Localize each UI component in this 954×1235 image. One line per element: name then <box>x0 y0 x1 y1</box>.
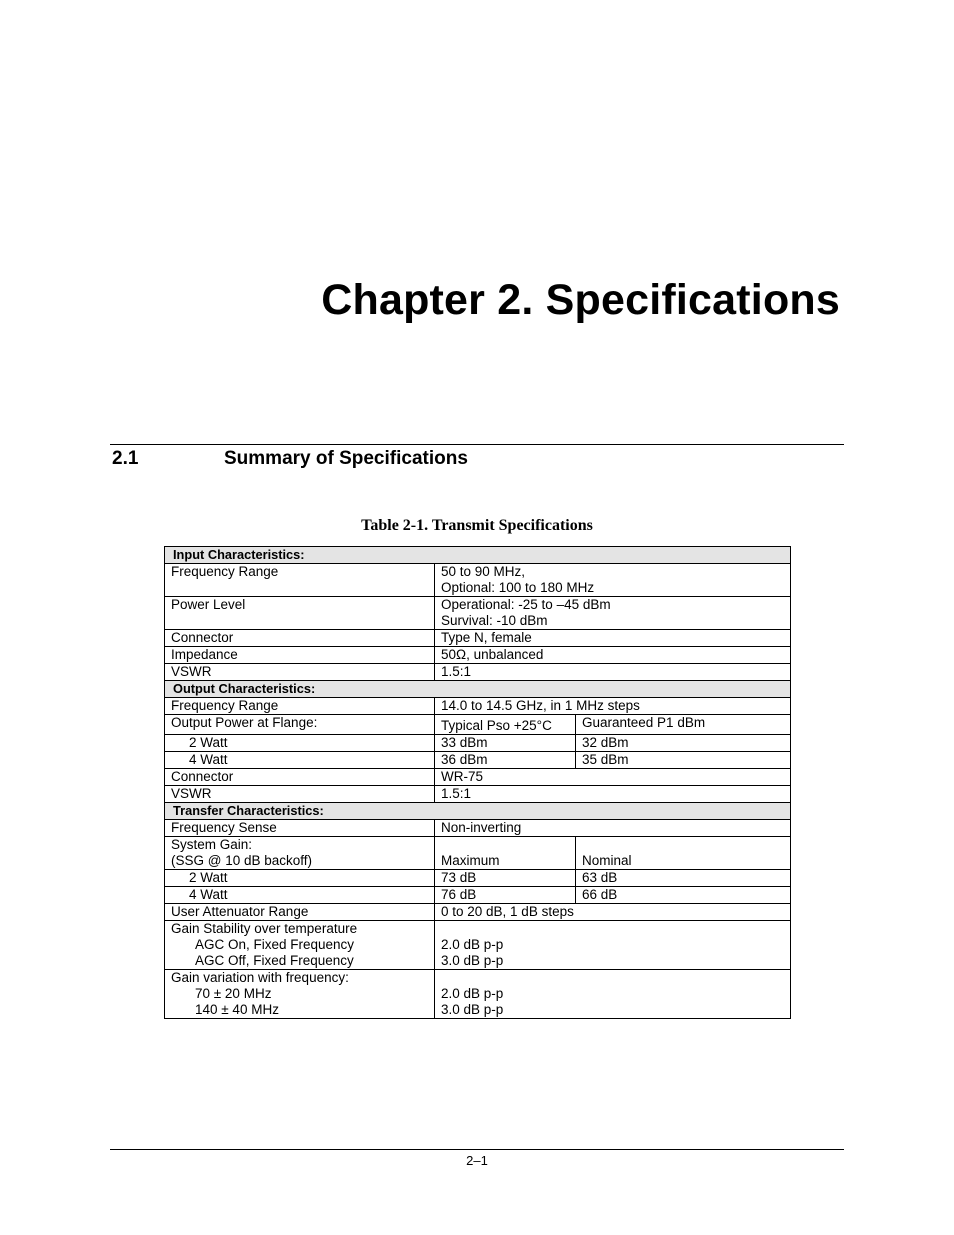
row-value: Operational: -25 to –45 dBm Survival: -10 dBm <box>435 597 791 630</box>
table-row <box>165 752 791 769</box>
table-row <box>165 820 791 837</box>
table-row <box>165 597 791 630</box>
row-value: 32 dBm <box>576 735 791 752</box>
transmit-specifications-table <box>164 546 791 1019</box>
row-label: Frequency Sense <box>165 820 435 837</box>
table-row <box>165 970 791 1019</box>
row-label: Output Power at Flange: <box>165 715 435 735</box>
row-label: 4 Watt <box>165 752 435 769</box>
row-value: 63 dB <box>576 870 791 887</box>
row-label: Gain Stability over temperature AGC On, Fixed Frequency AGC Off, Fixed Frequency <box>165 921 435 970</box>
row-label: System Gain: (SSG @ 10 dB backoff) <box>165 837 435 870</box>
row-value: 50 to 90 MHz, Optional: 100 to 180 MHz <box>435 564 791 597</box>
row-value: 0 to 20 dB, 1 dB steps <box>435 904 791 921</box>
table-row <box>165 647 791 664</box>
table-row <box>165 887 791 904</box>
row-value: 73 dB <box>435 870 576 887</box>
table-row <box>165 564 791 597</box>
row-value: WR-75 <box>435 769 791 786</box>
table-row <box>165 921 791 970</box>
column-header: Maximum <box>435 837 576 870</box>
row-value: 50Ω, unbalanced <box>435 647 791 664</box>
row-label: Gain variation with frequency: 70 ± 20 MHz 140 ± 40 MHz <box>165 970 435 1019</box>
section-number: 2.1 <box>112 448 139 469</box>
row-value: 35 dBm <box>576 752 791 769</box>
table-row <box>165 786 791 803</box>
row-value: 1.5:1 <box>435 664 791 681</box>
row-label: 4 Watt <box>165 887 435 904</box>
row-label: Connector <box>165 769 435 786</box>
column-header: Nominal <box>576 837 791 870</box>
row-value: Type N, female <box>435 630 791 647</box>
chapter-title: Chapter 2. Specifications <box>321 276 840 324</box>
table-row <box>165 547 791 564</box>
row-value: 2.0 dB p-p 3.0 dB p-p <box>435 921 791 970</box>
row-label: Impedance <box>165 647 435 664</box>
transfer-characteristics-heading: Transfer Characteristics: <box>165 803 791 820</box>
table-row <box>165 870 791 887</box>
row-value: 36 dBm <box>435 752 576 769</box>
table-row <box>165 904 791 921</box>
table-row <box>165 630 791 647</box>
row-value: 66 dB <box>576 887 791 904</box>
column-header: Typical Pso +25°C <box>435 715 576 735</box>
page-number: 2–1 <box>466 1153 488 1168</box>
row-label: Power Level <box>165 597 435 630</box>
column-header: Guaranteed P1 dBm <box>576 715 791 735</box>
output-characteristics-heading: Output Characteristics: <box>165 681 791 698</box>
row-value: 14.0 to 14.5 GHz, in 1 MHz steps <box>435 698 791 715</box>
row-label: Connector <box>165 630 435 647</box>
table-row <box>165 803 791 820</box>
table-row <box>165 681 791 698</box>
section-rule <box>110 444 844 445</box>
row-label: User Attenuator Range <box>165 904 435 921</box>
table-row <box>165 664 791 681</box>
row-value: 33 dBm <box>435 735 576 752</box>
input-characteristics-heading: Input Characteristics: <box>165 547 791 564</box>
table-row <box>165 698 791 715</box>
row-value: Non-inverting <box>435 820 791 837</box>
row-label: 2 Watt <box>165 870 435 887</box>
row-label: VSWR <box>165 664 435 681</box>
row-value: 2.0 dB p-p 3.0 dB p-p <box>435 970 791 1019</box>
row-label: Frequency Range <box>165 698 435 715</box>
row-value: 76 dB <box>435 887 576 904</box>
row-value: 1.5:1 <box>435 786 791 803</box>
table-row <box>165 837 791 870</box>
row-label: VSWR <box>165 786 435 803</box>
section-title: Summary of Specifications <box>224 448 468 469</box>
row-label: Frequency Range <box>165 564 435 597</box>
row-label: 2 Watt <box>165 735 435 752</box>
table-row <box>165 769 791 786</box>
table-caption: Table 2-1. Transmit Specifications <box>361 517 593 534</box>
table-row <box>165 735 791 752</box>
footer-rule <box>110 1149 844 1150</box>
table-row <box>165 715 791 735</box>
